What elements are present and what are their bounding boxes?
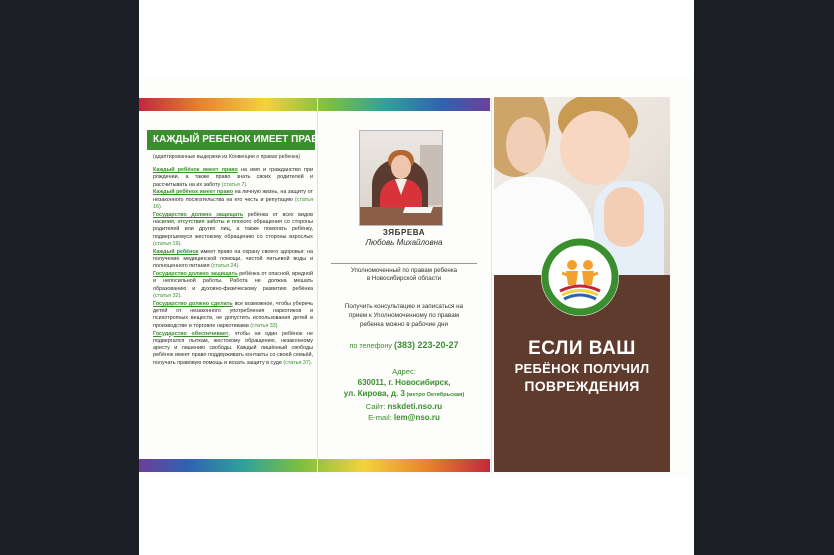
brochure [139,78,694,478]
headline-line: ЕСЛИ ВАШ [528,338,636,359]
rainbow-stripe-bottom [139,459,490,472]
rights-subtitle: (адаптированные выдержки из Конвенции о правах ребенка) [153,154,301,160]
fold-line [491,98,492,473]
rights-item-ref: (статья 16). [153,196,313,210]
rights-item [153,271,313,300]
rights-item-text: имеет право на охрану своего здоровья: на получение медицинской помощи, чистой питьевой воды и полноценного питания [153,248,313,270]
ombudsman-photo [359,130,443,226]
email-label: E-mail: [368,413,394,422]
rights-item-ref: (статья 33). [248,322,280,329]
rights-item-ref: (статья 32). [153,293,182,300]
rights-item-ref: (статья 24). [209,263,240,270]
rights-title: КАЖДЫЙ РЕБЕНОК ИМЕЕТ ПРАВО [147,130,315,150]
address-street: ул. Кирова, д. 3 [343,389,405,398]
ombudsman-name [319,228,489,248]
ombudsman-surname: ЗЯБРЕВА [382,228,426,237]
rights-item-ref: (статья 19). [153,240,182,247]
cover-panel [494,97,670,472]
rights-item-text: все возможное, чтобы уберечь детей от незаконного употребления наркотиков и психотропных веществ, не допустить использования детей в производстве и торговле наркотиками [153,300,314,329]
rights-panel [147,130,327,460]
rights-item-lead: Каждый ребёнок имеет право [153,167,238,173]
headline-line: РЕБЁНОК ПОЛУЧИЛ [514,361,650,376]
address-metro: (метро Октябрьская) [404,392,465,398]
scan-margin-top [139,0,694,78]
rights-item-lead: Государство должно защищать [153,211,244,218]
rights-item-ref: (статья 37). [281,359,313,366]
consult-line: ребенка можно в рабочие дни [359,320,449,328]
rights-item [153,212,313,248]
rights-item [153,167,313,189]
rights-item-lead: Каждый ребёнок [153,248,199,255]
rights-list [153,167,313,367]
rights-item-ref: (статья 7). [220,181,248,188]
email-value: lem@nso.ru [393,413,440,422]
rights-item-text: на личную жизнь, на защиту от незаконного посягательства на его честь и репутацию [153,189,313,203]
rights-item-text: на имя и гражданство при рождении, а также право знать своих родителей и рассчитывать на их заботу [153,167,313,188]
rights-item-lead: Государство обеспечивает [153,330,229,337]
rights-item-text: ребёнка от всех видов насилия, отсутствия заботы и плохого обращения со стороны родителей или других лиц, а также помогать ребёнку, подвергшемуся жестокому обращению со стороны взрослых [153,211,313,240]
rights-item-text: ребёнка от опасной, вредной и непосильной работы. Работа не должна мешать образованию и духовно-физическому развитию ребёнка [153,271,313,292]
title-line: Уполномоченный по правам ребенка [350,267,458,274]
consult-line: прием к Уполномоченному по правам [348,311,460,319]
phone-label: по телефону [349,341,394,350]
phone-number: (383) 223-20-27 [393,340,459,350]
rights-item [153,189,313,211]
site-value: nskdeti.nso.ru [387,402,443,411]
rights-item-lead: Каждый ребёнок имеет право [153,189,234,196]
fold-line [317,98,318,473]
rainbow-stripe-top [139,98,490,111]
rights-item [153,249,313,271]
rights-item [153,331,313,367]
ombudsman-title [319,267,489,283]
phone-line [319,340,489,351]
rights-item-lead: Государство должно сделать [153,300,233,307]
site-label: Сайт: [365,402,388,411]
address-block [319,366,489,423]
title-line: в Новосибирской области [366,275,442,282]
scan-margin-bottom [139,478,694,555]
consultation-info [319,303,489,329]
rights-item-text: , чтобы ни один ребёнок не подвергался пыткам, жестокому обращению, незаконному аресту и лишению свободы. Каждый лишённый свободы ребёнок имеет право поддерживать контакты со своей семьёй, получать правовую помощь и искать защиту в суде [153,330,313,366]
name-divider [331,263,477,264]
rights-item-lead: Государство должно защищать [153,271,238,278]
ombudsman-logo-icon [540,237,620,317]
contact-panel [319,118,489,458]
address-city: 630011, г. Новосибирск, [357,378,451,387]
ombudsman-given-name: Любовь Михайловна [365,238,443,247]
consult-line: Получить консультацию и записаться на [344,303,464,310]
address-label: Адрес: [392,367,416,376]
headline-line: ПОВРЕЖДЕНИЯ [524,378,640,394]
cover-headline [494,337,670,395]
rights-item [153,301,313,330]
scanned-sheet [139,0,694,555]
